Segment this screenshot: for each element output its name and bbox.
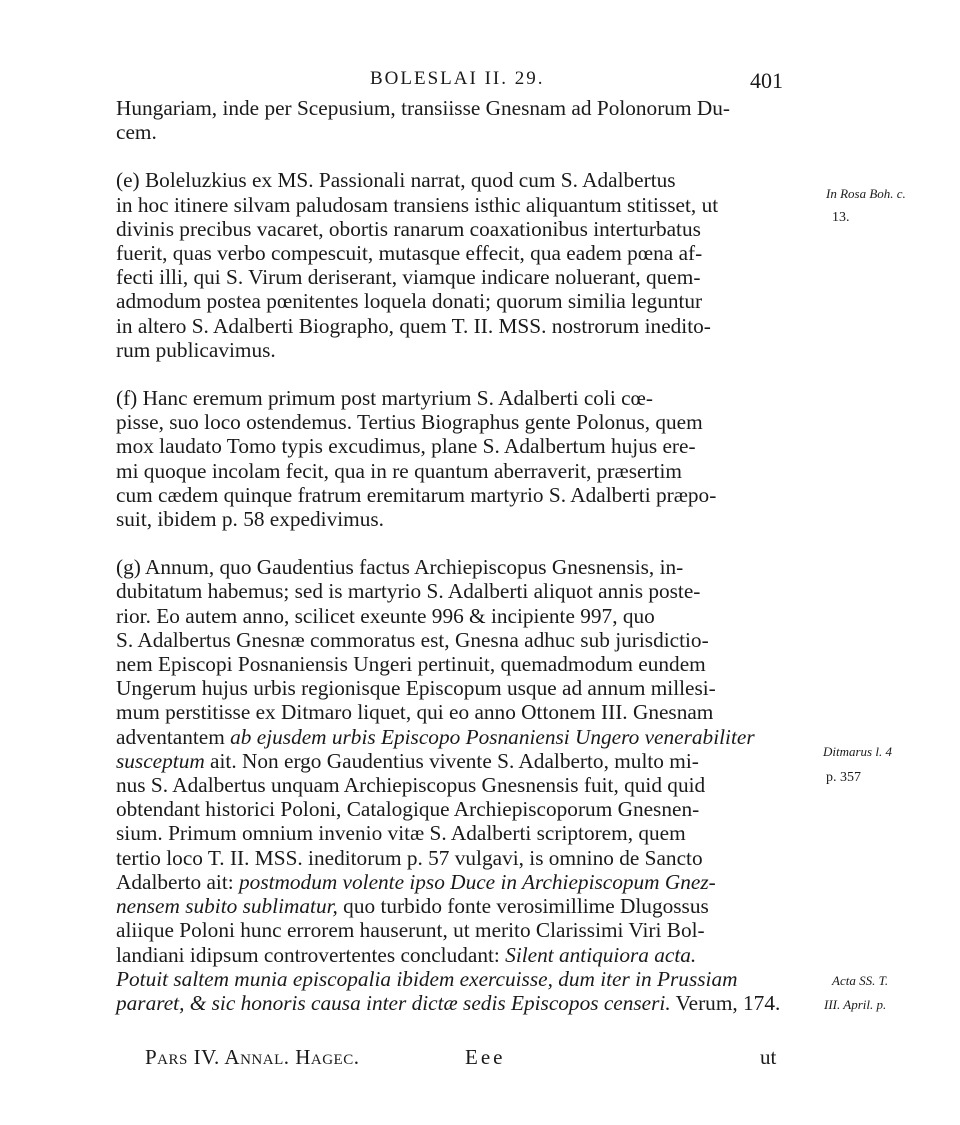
text-line: Ungerum hujus urbis regionisque Episcopum usque ad annum millesi- bbox=[116, 676, 716, 701]
paragraph-d-end bbox=[116, 96, 821, 144]
text-line: adventantem ab ejusdem urbis Episcopo Posnaniensi Ungero venerabiliter bbox=[116, 724, 755, 749]
text-line: (e) Boleluzkius ex MS. Passionali narrat, quod cum S. Adalbertus bbox=[116, 168, 676, 193]
text-line: (g) Annum, quo Gaudentius factus Archiepiscopus Gnesnensis, in- bbox=[116, 555, 684, 580]
text-line: cem. bbox=[116, 120, 157, 145]
text-line: Potuit saltem munia episcopalia ibidem exercuisse, dum iter in Prussiam bbox=[116, 966, 738, 991]
margin-note: III. April. p. bbox=[824, 997, 887, 1012]
page-number: 401 bbox=[750, 68, 783, 93]
text-line: cum cædem quinque fratrum eremitarum martyrio S. Adalberti præpo- bbox=[116, 482, 717, 507]
text-line: landiani idipsum controvertentes concludant: Silent antiquiora acta. bbox=[116, 942, 697, 967]
text-line: nus S. Adalbertus unquam Archiepiscopus Gnesnensis fuit, quid quid bbox=[116, 773, 706, 798]
margin-note: In Rosa Boh. c. bbox=[826, 186, 906, 201]
text-line: suit, ibidem p. 58 expedivimus. bbox=[116, 507, 384, 532]
text-line: mum perstitisse ex Ditmaro liquet, qui eo anno Ottonem III. Gnesnam bbox=[116, 700, 714, 725]
text-line: obtendant historici Poloni, Catalogique Archiepiscoporum Gnesnen- bbox=[116, 797, 700, 822]
text-line: in altero S. Adalberti Biographo, quem T. II. MSS. nostrorum inedito- bbox=[116, 313, 711, 338]
text-line: Adalberto ait: postmodum volente ipso Duce in Archiepiscopum Gnez- bbox=[116, 869, 716, 894]
margin-note: Acta SS. T. bbox=[832, 973, 889, 988]
text-line: susceptum ait. Non ergo Gaudentius vivente S. Adalberto, multo mi- bbox=[116, 748, 699, 773]
body-text bbox=[116, 96, 821, 1015]
text-line: pararet, & sic honoris causa inter dictæ sedis Episcopos censeri. Verum, 174. bbox=[116, 990, 781, 1015]
margin-note: Ditmarus l. 4 bbox=[823, 744, 892, 759]
text-line: mox laudato Tomo typis excudimus, plane S. Adalbertum hujus ere- bbox=[116, 434, 696, 459]
text-line: S. Adalbertus Gnesnæ commoratus est, Gnesna adhuc sub jurisdictio- bbox=[116, 627, 709, 652]
note-e bbox=[116, 168, 821, 362]
note-g bbox=[116, 555, 821, 1015]
text-line: pisse, suo loco ostendemus. Tertius Biographus gente Polonus, quem bbox=[116, 410, 703, 435]
text-line: Hungariam, inde per Scepusium, transiisse Gnesnam ad Polonorum Du- bbox=[116, 96, 730, 120]
text-line: dubitatum habemus; sed is martyrio S. Adalberti aliquot annis poste- bbox=[116, 579, 701, 604]
text-line: tertio loco T. II. MSS. ineditorum p. 57 vulgavi, is omnino de Sancto bbox=[116, 845, 703, 870]
margin-note: 13. bbox=[832, 210, 850, 225]
text-line: rior. Eo autem anno, scilicet exeunte 996 & incipiente 997, quo bbox=[116, 603, 655, 628]
text-line: fecti illi, qui S. Virum deriserant, viamque indicare noluerant, quem- bbox=[116, 265, 701, 290]
catchword: ut bbox=[760, 1045, 777, 1069]
text-line: nem Episcopi Posnaniensis Ungeri pertinuit, quemadmodum eundem bbox=[116, 652, 706, 677]
text-line: rum publicavimus. bbox=[116, 337, 276, 362]
text-line: nensem subito sublimatur, quo turbido fonte verosimillime Dlugossus bbox=[116, 894, 709, 919]
text-line: admodum postea pœnitentes loquela donati; quorum similia leguntur bbox=[116, 289, 703, 314]
text-line: in hoc itinere silvam paludosam transiens isthic aliquantum stitisset, ut bbox=[116, 192, 719, 217]
text-line: (f) Hanc eremum primum post martyrium S. Adalberti coli cœ- bbox=[116, 386, 654, 411]
text-line: mi quoque incolam fecit, qua in re quantum aberraverit, præsertim bbox=[116, 458, 682, 483]
text-line: sium. Primum omnium invenio vitæ S. Adalberti scriptorem, quem bbox=[116, 821, 686, 846]
text-line: divinis precibus vacaret, obortis ranarum coaxationibus interturbatus bbox=[116, 216, 701, 241]
footer-signature: Pars IV. Annal. Hagec. bbox=[145, 1045, 360, 1069]
margin-note: p. 357 bbox=[826, 770, 861, 785]
running-title: BOLESLAI II. 29. bbox=[370, 68, 545, 89]
text-line: aliique Poloni hunc errorem hauserunt, ut merito Clarissimi Viri Bol- bbox=[116, 918, 705, 943]
text-line: fuerit, quas verbo compescuit, mutasque effecit, qua eadem pœna af- bbox=[116, 241, 703, 266]
signature-mark: Eee bbox=[465, 1045, 506, 1069]
note-f bbox=[116, 386, 821, 531]
